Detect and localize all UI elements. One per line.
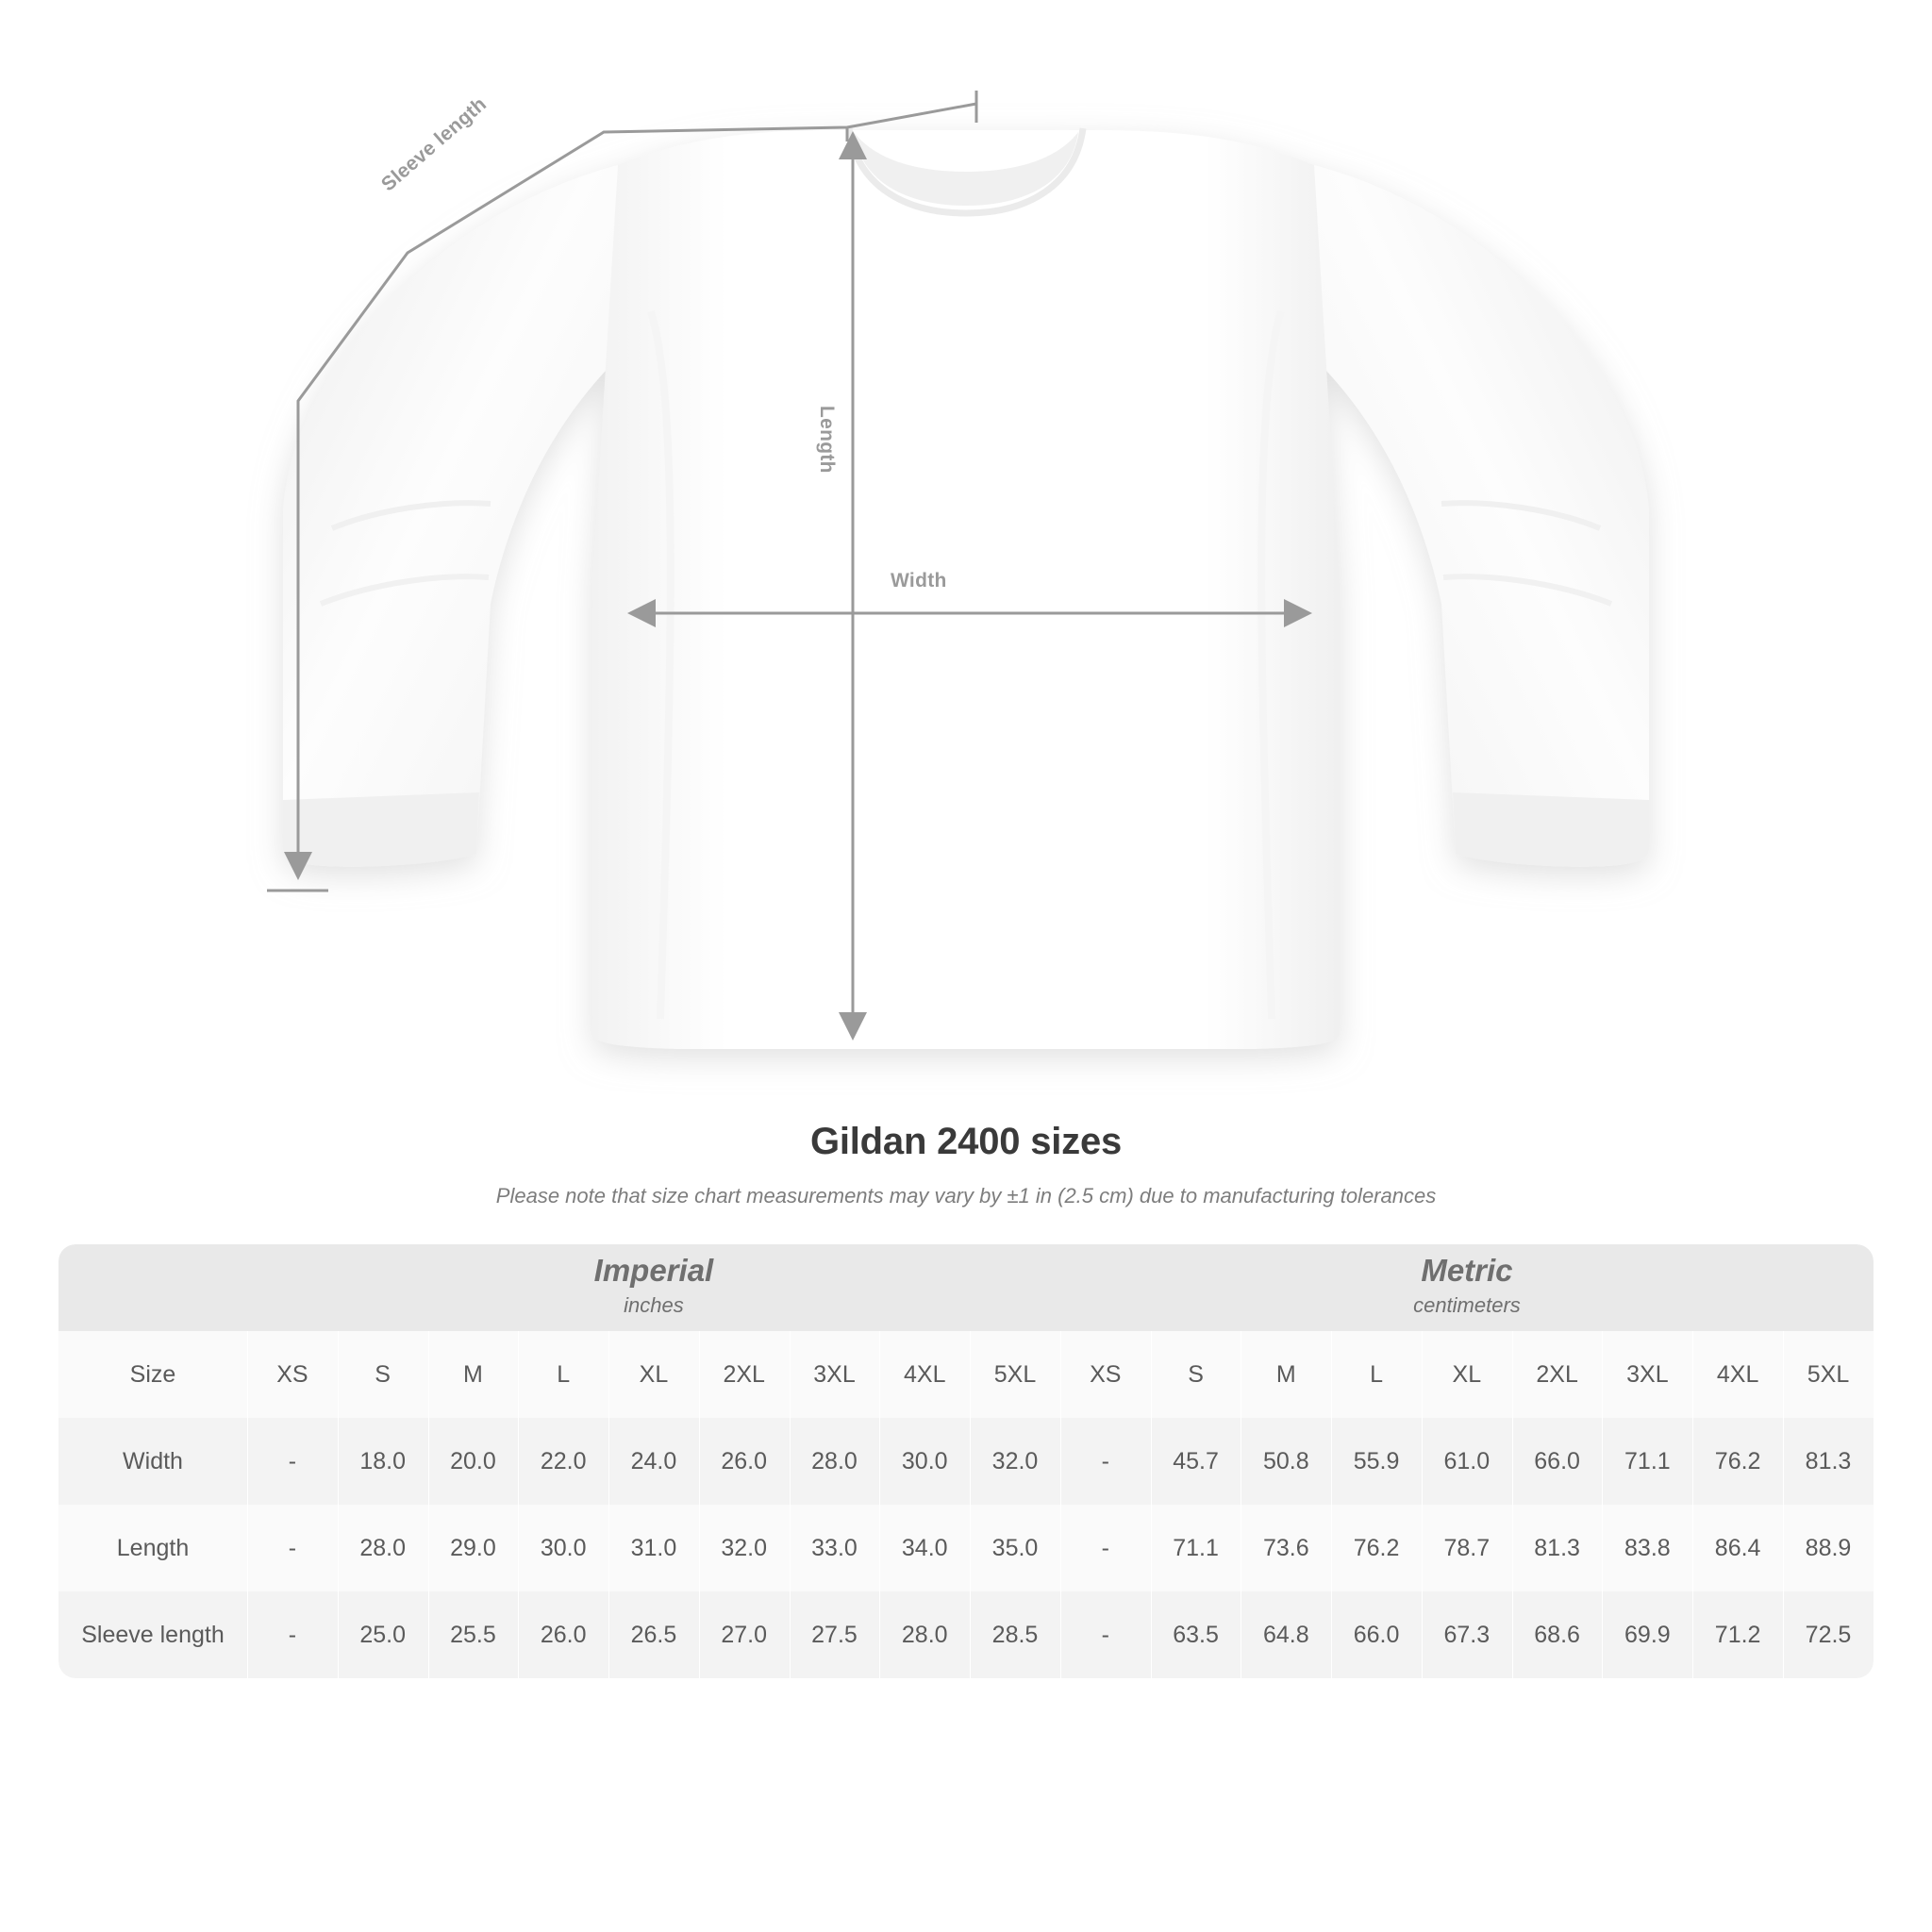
column-header-size: Size <box>58 1331 247 1418</box>
column-header: 3XL <box>790 1331 880 1418</box>
table-cell: 76.2 <box>1331 1505 1422 1591</box>
unit-row-spacer <box>58 1244 247 1331</box>
column-header: 5XL <box>970 1331 1060 1418</box>
column-header: S <box>338 1331 428 1418</box>
size-table-wrapper <box>58 1244 1874 1678</box>
unit-group-imperial-name: Imperial <box>593 1253 714 1289</box>
table-cell: - <box>1060 1591 1151 1678</box>
tolerance-note: Please note that size chart measurements may vary by ±1 in (2.5 cm) due to manufacturing tolerances <box>495 1184 1437 1208</box>
table-cell: 29.0 <box>428 1505 519 1591</box>
table-cell: 71.2 <box>1692 1591 1783 1678</box>
table-cell: 68.6 <box>1512 1591 1603 1678</box>
column-header: 4XL <box>879 1331 970 1418</box>
table-header-row <box>58 1331 1874 1418</box>
unit-group-metric-name: Metric <box>1421 1253 1513 1289</box>
unit-group-imperial <box>247 1244 1060 1331</box>
column-header: 2XL <box>1512 1331 1603 1418</box>
table-cell: 24.0 <box>608 1418 699 1505</box>
column-header: M <box>1241 1331 1331 1418</box>
dimension-label-length: Length <box>816 406 838 474</box>
table-cell: 28.5 <box>970 1591 1060 1678</box>
table-cell: 20.0 <box>428 1418 519 1505</box>
table-cell: 34.0 <box>879 1505 970 1591</box>
table-cell: 76.2 <box>1692 1418 1783 1505</box>
table-cell: 66.0 <box>1331 1591 1422 1678</box>
table-cell: 27.0 <box>699 1591 790 1678</box>
table-cell: 28.0 <box>879 1591 970 1678</box>
table-cell: - <box>247 1418 338 1505</box>
table-cell: 22.0 <box>518 1418 608 1505</box>
table-cell: - <box>1060 1418 1151 1505</box>
table-cell: - <box>247 1591 338 1678</box>
table-cell: 63.5 <box>1151 1591 1241 1678</box>
table-cell: 30.0 <box>879 1418 970 1505</box>
table-cell: 55.9 <box>1331 1418 1422 1505</box>
dimension-label-width: Width <box>891 570 947 591</box>
column-header: L <box>518 1331 608 1418</box>
table-cell: 31.0 <box>608 1505 699 1591</box>
table-cell: 73.6 <box>1241 1505 1331 1591</box>
page-title: Gildan 2400 sizes <box>809 1121 1123 1162</box>
table-cell: 61.0 <box>1422 1418 1512 1505</box>
size-table <box>58 1244 1874 1678</box>
row-header: Length <box>58 1505 247 1591</box>
table-cell: 45.7 <box>1151 1418 1241 1505</box>
table-cell: 86.4 <box>1692 1505 1783 1591</box>
dimension-label-sleeve-length: Sleeve length <box>377 92 491 196</box>
table-cell: 71.1 <box>1602 1418 1692 1505</box>
unit-group-metric <box>1060 1244 1874 1331</box>
unit-group-imperial-sub: inches <box>624 1293 684 1318</box>
table-cell: 50.8 <box>1241 1418 1331 1505</box>
column-header: XL <box>608 1331 699 1418</box>
column-header: XL <box>1422 1331 1512 1418</box>
column-header: 3XL <box>1602 1331 1692 1418</box>
unit-group-metric-sub: centimeters <box>1413 1293 1521 1318</box>
table-cell: 28.0 <box>790 1418 880 1505</box>
column-header: 5XL <box>1783 1331 1874 1418</box>
table-cell: 32.0 <box>699 1505 790 1591</box>
table-cell: 88.9 <box>1783 1505 1874 1591</box>
table-cell: 32.0 <box>970 1418 1060 1505</box>
column-header: S <box>1151 1331 1241 1418</box>
column-header: L <box>1331 1331 1422 1418</box>
table-cell: 66.0 <box>1512 1418 1603 1505</box>
table-cell: 26.0 <box>699 1418 790 1505</box>
table-cell: 26.5 <box>608 1591 699 1678</box>
table-cell: 81.3 <box>1783 1418 1874 1505</box>
table-row <box>58 1418 1874 1505</box>
table-cell: 27.5 <box>790 1591 880 1678</box>
unit-group-row <box>58 1244 1874 1331</box>
table-cell: 25.0 <box>338 1591 428 1678</box>
column-header: M <box>428 1331 519 1418</box>
table-cell: 25.5 <box>428 1591 519 1678</box>
table-cell: - <box>1060 1505 1151 1591</box>
column-header: XS <box>247 1331 338 1418</box>
table-cell: 78.7 <box>1422 1505 1512 1591</box>
table-cell: 30.0 <box>518 1505 608 1591</box>
table-cell: 35.0 <box>970 1505 1060 1591</box>
table-cell: 64.8 <box>1241 1591 1331 1678</box>
table-cell: 26.0 <box>518 1591 608 1678</box>
table-cell: - <box>247 1505 338 1591</box>
table-cell: 28.0 <box>338 1505 428 1591</box>
table-cell: 72.5 <box>1783 1591 1874 1678</box>
table-cell: 81.3 <box>1512 1505 1603 1591</box>
table-cell: 71.1 <box>1151 1505 1241 1591</box>
row-header: Width <box>58 1418 247 1505</box>
column-header: 2XL <box>699 1331 790 1418</box>
table-row <box>58 1591 1874 1678</box>
table-cell: 83.8 <box>1602 1505 1692 1591</box>
chart-title-block <box>0 1121 1932 1208</box>
table-row <box>58 1505 1874 1591</box>
table-cell: 33.0 <box>790 1505 880 1591</box>
table-cell: 67.3 <box>1422 1591 1512 1678</box>
column-header: XS <box>1060 1331 1151 1418</box>
row-header: Sleeve length <box>58 1591 247 1678</box>
table-cell: 18.0 <box>338 1418 428 1505</box>
column-header: 4XL <box>1692 1331 1783 1418</box>
table-cell: 69.9 <box>1602 1591 1692 1678</box>
